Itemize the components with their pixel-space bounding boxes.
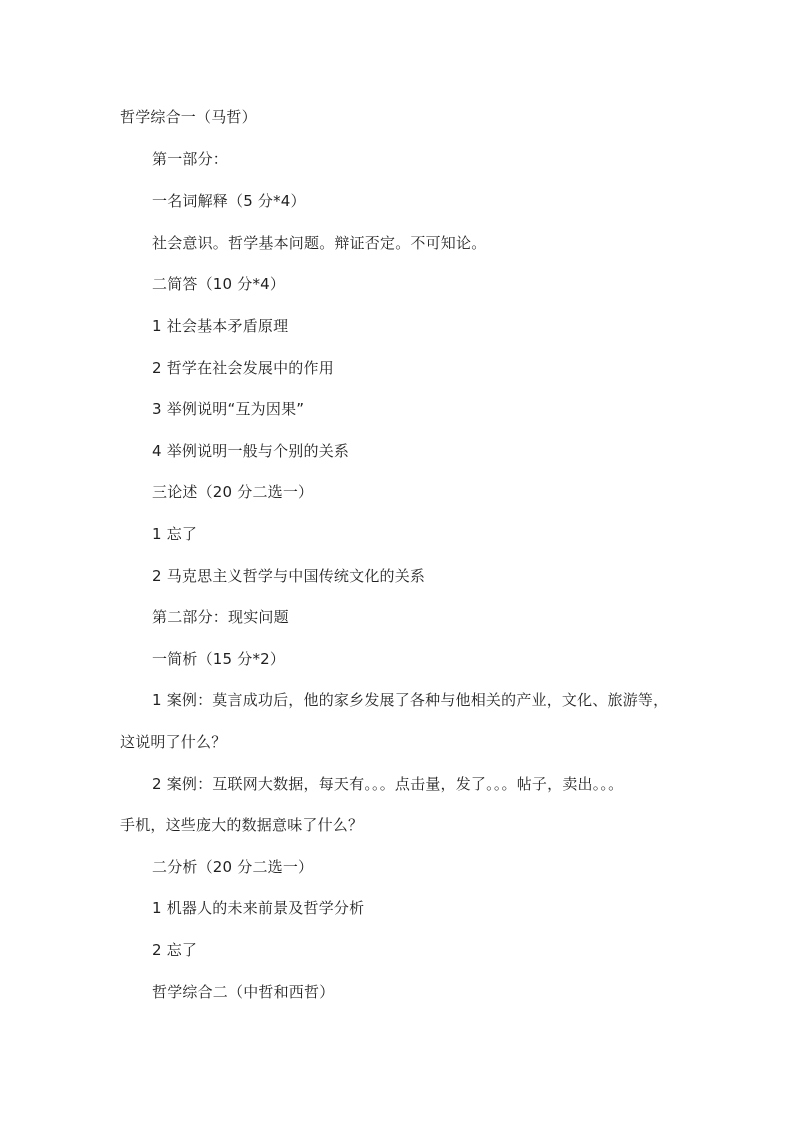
term-explanation-heading: 一名词解释（5 分*4） [152,192,306,210]
part-two-heading: 第二部分：现实问题 [152,608,289,626]
analysis-heading: 二分析（20 分二选一） [152,858,314,876]
term-list: 社会意识。哲学基本问题。辩证否定。不可知论。 [152,234,487,252]
case-1-line-2: 这说明了什么？ [120,733,227,751]
analysis-item-2: 2 忘了 [152,941,198,959]
section-title-philosophy-1: 哲学综合一（马哲） [120,108,257,126]
short-answer-item-3: 3 举例说明“互为因果” [152,400,305,418]
essay-heading: 三论述（20 分二选一） [152,483,314,501]
case-2-line-2: 手机，这些庞大的数据意味了什么？ [120,816,364,834]
brief-analysis-heading: 一简析（15 分*2） [152,650,286,668]
short-answer-item-4: 4 举例说明一般与个别的关系 [152,442,350,460]
short-answer-item-1: 1 社会基本矛盾原理 [152,317,289,335]
essay-item-2: 2 马克思主义哲学与中国传统文化的关系 [152,567,426,585]
part-one-heading: 第一部分： [152,150,229,168]
analysis-item-1: 1 机器人的未来前景及哲学分析 [152,899,365,917]
case-1-line-1: 1 案例：莫言成功后，他的家乡发展了各种与他相关的产业，文化、旅游等， [152,691,669,709]
short-answer-item-2: 2 哲学在社会发展中的作用 [152,359,334,377]
short-answer-heading: 二简答（10 分*4） [152,275,286,293]
section-title-philosophy-2: 哲学综合二（中哲和西哲） [152,983,335,1001]
essay-item-1: 1 忘了 [152,525,198,543]
case-2-line-1: 2 案例：互联网大数据，每天有。。。点击量，发了。。。帖子，卖出。。。 [152,775,624,793]
